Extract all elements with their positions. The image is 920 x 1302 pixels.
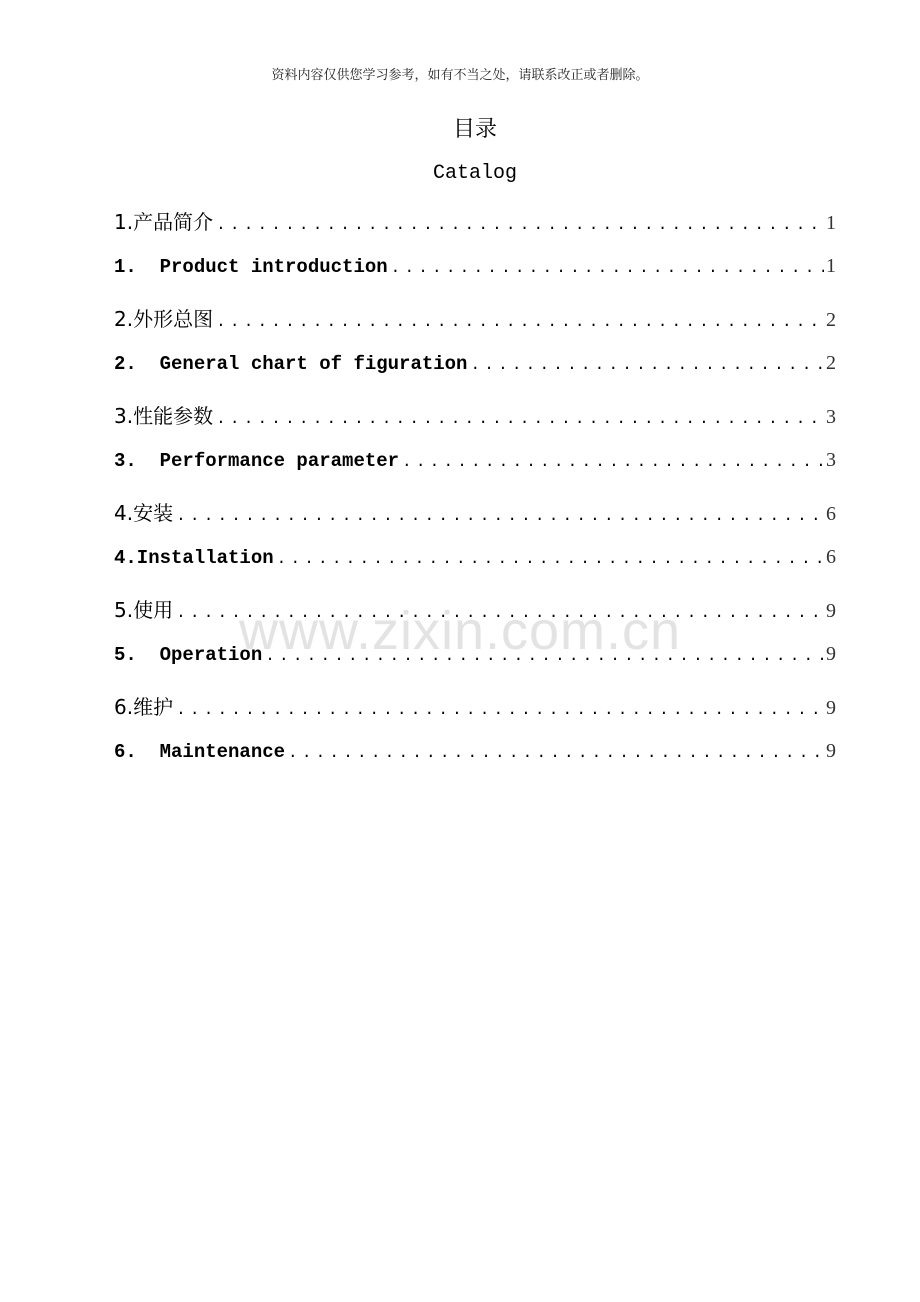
toc-entry-performance-en[interactable] [114,449,836,498]
toc-entry-product-intro-cn[interactable] [114,206,836,255]
toc-entry-product-intro-en[interactable] [114,255,836,304]
toc-entry-label: 2.外形总图 [114,307,214,331]
toc-dot-leader [277,550,824,568]
toc-entry-maintenance-en[interactable] [114,740,836,789]
toc-page-number: 1 [826,212,836,234]
toc-dot-leader [216,216,824,234]
watermark-text: www.zixin.com.cn [238,601,682,661]
toc-dot-leader [470,356,824,374]
toc-entry-maintenance-cn[interactable] [114,691,836,740]
toc-entry-label: 6.维护 [114,695,174,719]
toc-page-number: 2 [826,309,836,331]
toc-dot-leader [216,313,824,331]
toc-page-number: 9 [826,600,836,622]
toc-entry-general-chart-en[interactable] [114,352,836,401]
catalog-title-english: Catalog [432,162,517,185]
toc-entry-label: 4.安装 [114,501,174,525]
toc-dot-leader [402,453,824,471]
toc-entry-label: 5. Operation [114,643,263,666]
toc-entry-label: 3.性能参数 [114,404,214,428]
toc-entry-performance-cn[interactable] [114,400,836,449]
toc-page-number: 3 [826,448,836,471]
toc-entry-label: 1.产品简介 [114,210,214,234]
toc-entry-installation-cn[interactable] [114,497,836,546]
table-of-contents [114,206,836,788]
toc-dot-leader [391,259,824,277]
catalog-title-chinese: 目录 [452,117,497,142]
toc-page-number: 2 [826,351,836,374]
toc-entry-label: 2. General chart of figuration [114,352,468,375]
toc-page-number: 6 [826,503,836,525]
toc-dot-leader [216,410,824,428]
toc-entry-label: 5.使用 [114,598,174,622]
toc-entry-general-chart-cn[interactable] [114,303,836,352]
toc-page-number: 1 [826,254,836,277]
toc-page-number: 3 [826,406,836,428]
toc-entry-label: 6. Maintenance [114,740,286,763]
toc-entry-label: 1. Product introduction [114,255,388,278]
toc-dot-leader [288,744,824,762]
toc-entry-label: 4.Installation [114,546,274,569]
toc-dot-leader [176,701,824,719]
header-disclaimer: 资料内容仅供您学习参考，如有不当之处，请联系改正或者删除。 [271,68,649,83]
toc-dot-leader [176,507,824,525]
toc-page-number: 6 [826,545,836,568]
toc-entry-label: 3. Performance parameter [114,449,400,472]
toc-page-number: 9 [826,642,836,665]
toc-page-number: 9 [826,697,836,719]
toc-page-number: 9 [826,739,836,762]
toc-entry-installation-en[interactable] [114,546,836,595]
